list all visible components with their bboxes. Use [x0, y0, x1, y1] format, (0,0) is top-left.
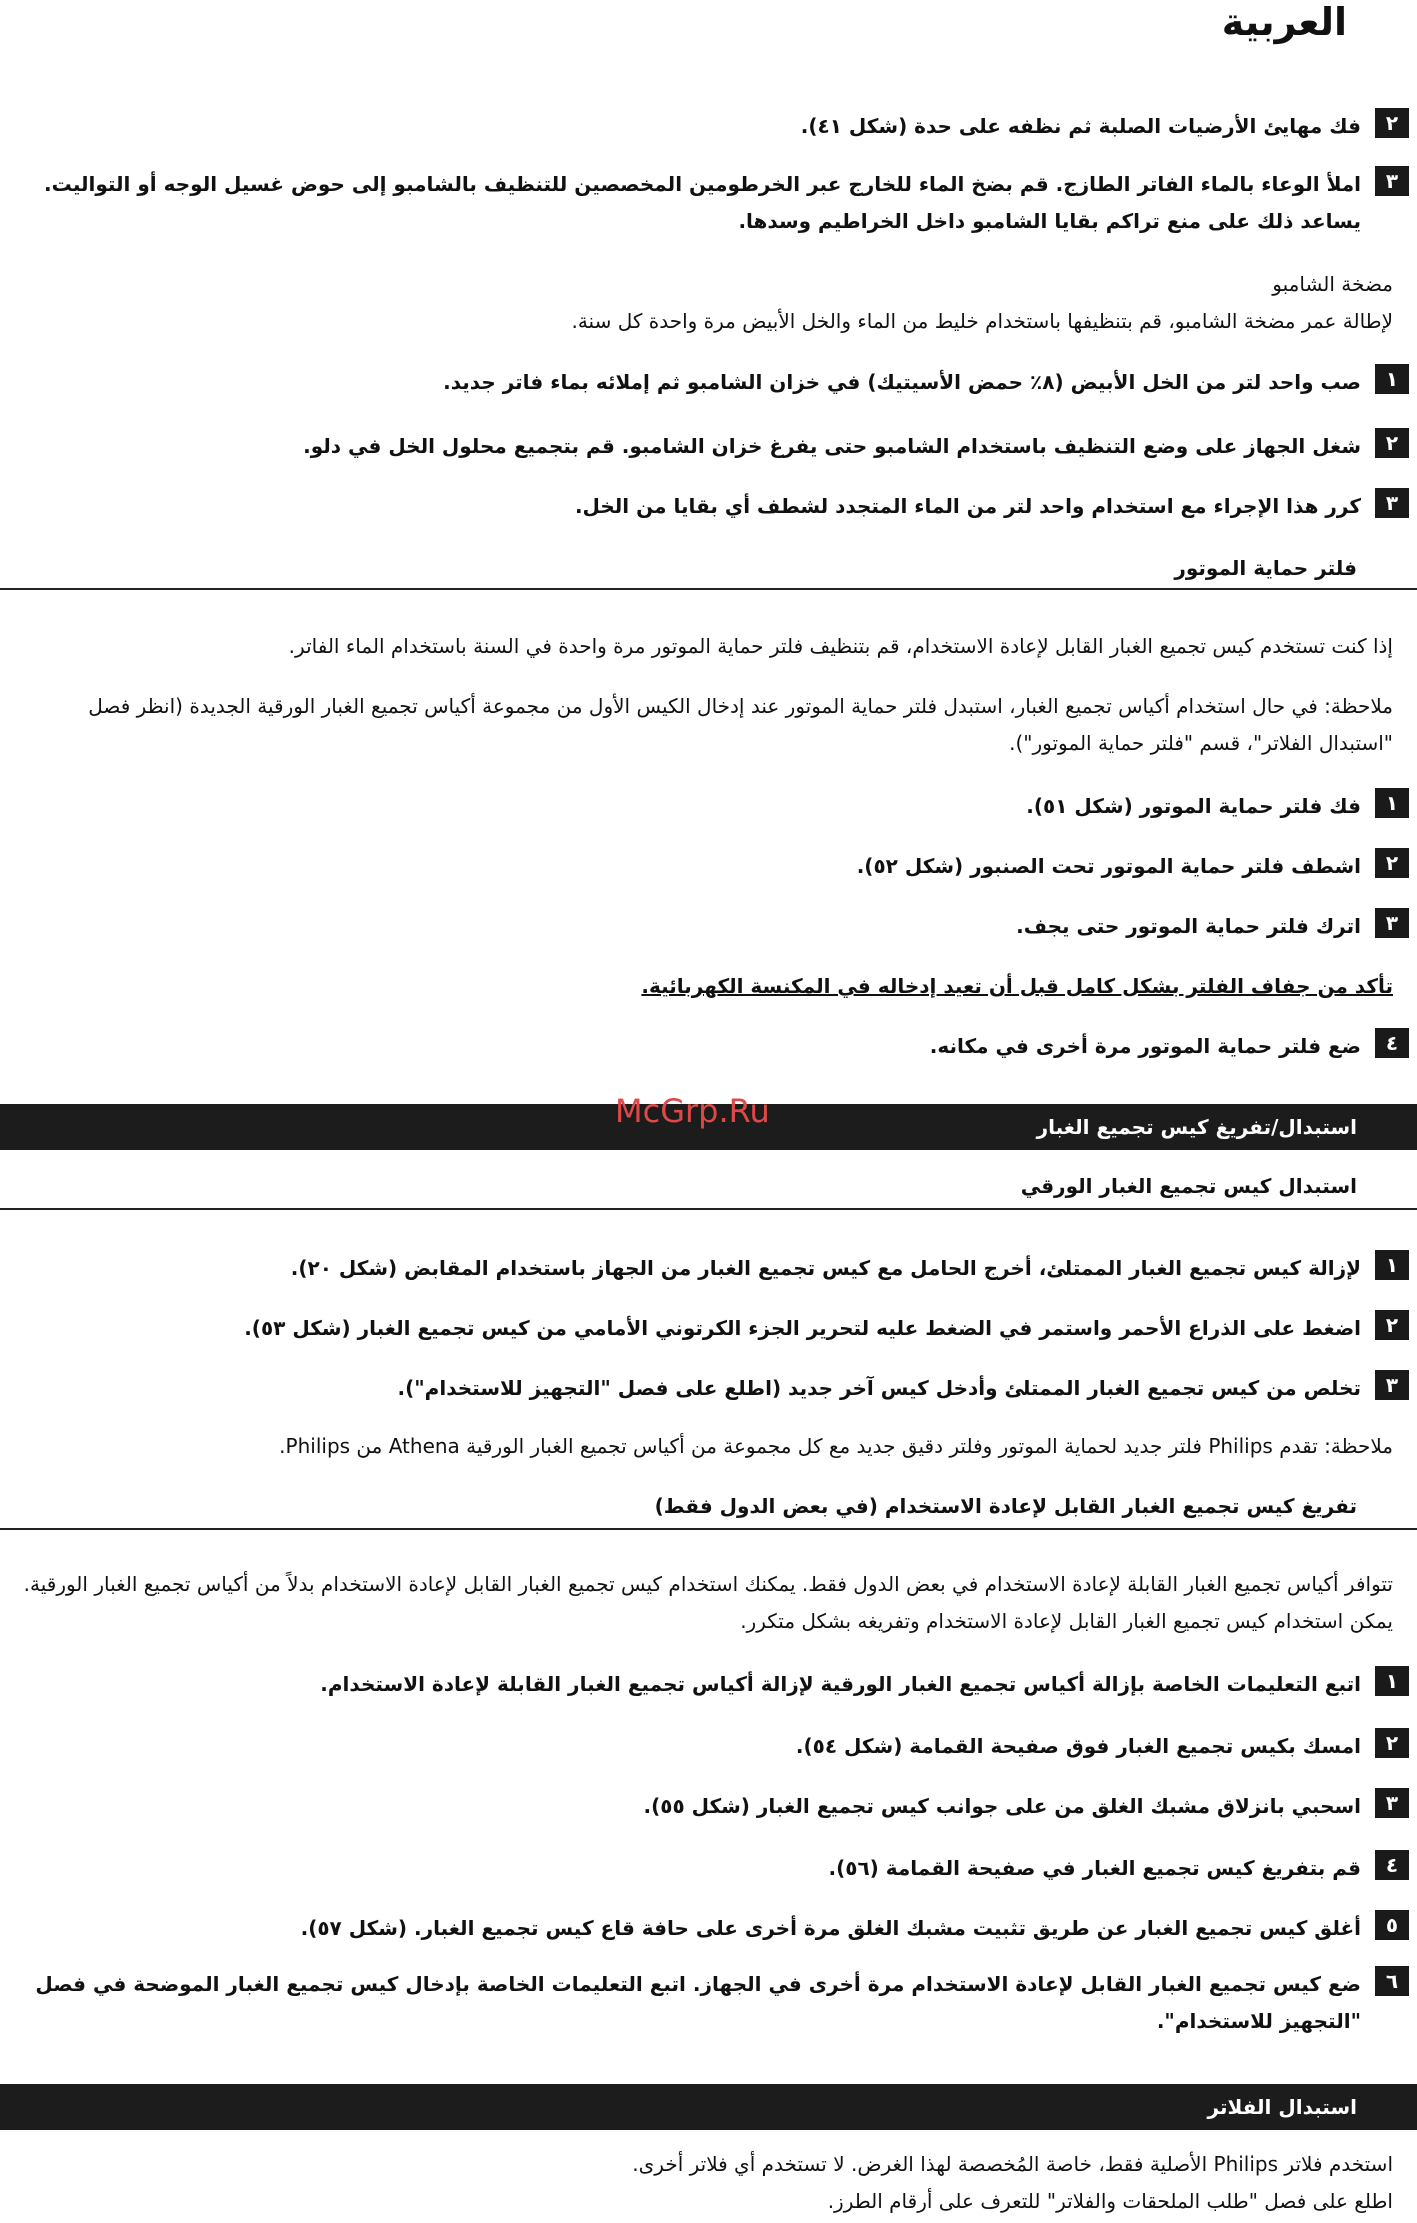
step-text: اسحبي بانزلاق مشبك الغلق من على جوانب كيس تجميع الغبار (شكل ٥٥).: [643, 1794, 1361, 1818]
step-text: لإزالة كيس تجميع الغبار الممتلئ، أخرج الحامل مع كيس تجميع الغبار من الجهاز باستخدام المقابض (شكل ٢٠).: [290, 1256, 1361, 1280]
step-text: اضغط على الذراع الأحمر واستمر في الضغط عليه لتحرير الجزء الكرتوني الأمامي من كيس تجميع الغبار (شكل ٥٣).: [244, 1316, 1361, 1340]
step-c-1: [0, 788, 1417, 825]
step-d-1: [0, 1250, 1417, 1287]
paper-bag-heading: استبدال كيس تجميع الغبار الورقي: [1020, 1174, 1357, 1198]
pump-intro: لإطالة عمر مضخة الشامبو، قم بتنظيفها باستخدام خليط من الماء والخل الأبيض مرة واحدة كل سنة.: [571, 309, 1393, 333]
step-b-2: [0, 428, 1417, 465]
step-e-2: [0, 1728, 1417, 1765]
step-text: صب واحد لتر من الخل الأبيض (٨٪ حمض الأسيتيك) في خزان الشامبو ثم إملائه بماء فاتر جديد.: [443, 370, 1361, 394]
motor-note-row: [0, 688, 1417, 762]
step-text: اشطف فلتر حماية الموتور تحت الصنبور (شكل ٥٢).: [856, 854, 1361, 878]
watermark: McGrp.Ru: [615, 1092, 770, 1130]
motor-filter-heading: فلتر حماية الموتور: [1174, 556, 1357, 580]
step-b-1: [0, 364, 1417, 401]
section-bar-label: استبدال الفلاتر: [1207, 2095, 1357, 2119]
step-number: ٣: [1375, 1370, 1409, 1400]
step-number: ٢: [1375, 428, 1409, 458]
step-text: اترك فلتر حماية الموتور حتى يجف.: [1016, 914, 1361, 938]
step-text: أغلق كيس تجميع الغبار عن طريق تثبيت مشبك الغلق مرة أخرى على حافة قاع كيس تجميع الغبار. (شكل ٥٧).: [300, 1916, 1361, 1940]
step-number: ٣: [1375, 908, 1409, 938]
section-bar-filters: [0, 2084, 1417, 2130]
step-d-2: [0, 1310, 1417, 1347]
step-text: قم بتفريغ كيس تجميع الغبار في صفيحة القمامة (٥٦).: [828, 1856, 1361, 1880]
philips-note: ملاحظة: تقدم Philips فلتر جديد لحماية الموتور وفلتر دقيق جديد مع كل مجموعة من أكياس تجميع الغبار الورقية Athena من Philips.: [279, 1434, 1393, 1458]
reusable-heading: تفريغ كيس تجميع الغبار القابل لإعادة الاستخدام (في بعض الدول فقط): [654, 1494, 1357, 1518]
step-d-3: [0, 1370, 1417, 1407]
reusable-heading-row: [0, 1488, 1417, 1525]
step-number: ٣: [1375, 1788, 1409, 1818]
step-number: ١: [1375, 1666, 1409, 1696]
step-number: ٢: [1375, 108, 1409, 138]
step-number: ٢: [1375, 1728, 1409, 1758]
step-text: تخلص من كيس تجميع الغبار الممتلئ وأدخل كيس آخر جديد (اطلع على فصل "التجهيز للاستخدام").: [397, 1376, 1361, 1400]
step-e-4: [0, 1850, 1417, 1887]
step-number: ٢: [1375, 1310, 1409, 1340]
filters-section: [0, 2146, 1417, 2220]
dry-warning-row: [0, 968, 1417, 1005]
step-number: ١: [1375, 1250, 1409, 1280]
motor-intro-row: [0, 628, 1417, 665]
step-text: امسك بكيس تجميع الغبار فوق صفيحة القمامة (شكل ٥٤).: [795, 1734, 1361, 1758]
filters-para-2: اطلع على فصل "طلب الملحقات والفلاتر" للتعرف على أرقام الطرز.: [827, 2189, 1393, 2213]
pump-heading: مضخة الشامبو: [1272, 272, 1393, 296]
step-e-3: [0, 1788, 1417, 1825]
step-list-a: [0, 108, 1417, 145]
step-list-a-2: [0, 166, 1417, 240]
section-divider: [0, 1528, 1417, 1530]
step-text: كرر هذا الإجراء مع استخدام واحد لتر من الماء المتجدد لشطف أي بقايا من الخل.: [574, 494, 1361, 518]
step-text: فك مهايئ الأرضيات الصلبة ثم نظفه على حدة (شكل ٤١).: [800, 114, 1361, 138]
section-bar-label: استبدال/تفريغ كيس تجميع الغبار: [1036, 1115, 1357, 1139]
step-number: ٤: [1375, 1028, 1409, 1058]
step-text: ضع كيس تجميع الغبار القابل لإعادة الاستخدام مرة أخرى في الجهاز. اتبع التعليمات الخاصة بإدخال كيس تجميع الغبار الموضحة في فصل "التجهيز للاستخدام".: [35, 1972, 1361, 2033]
reusable-intro-row: [0, 1566, 1417, 1640]
motor-note: ملاحظة: في حال استخدام أكياس تجميع الغبار، استبدل فلتر حماية الموتور عند إدخال الكيس الأول من مجموعة أكياس تجميع الغبار الورقية الجديدة (انظر فصل "استبدال الفلاتر"، قسم "فلتر حماية الموتور").: [88, 694, 1393, 755]
step-e-5: [0, 1910, 1417, 1947]
step-number: ٣: [1375, 166, 1409, 196]
motor-intro: إذا كنت تستخدم كيس تجميع الغبار القابل لإعادة الاستخدام، قم بتنظيف فلتر حماية الموتور مرة واحدة في السنة باستخدام الماء الفاتر.: [288, 634, 1393, 658]
step-text: املأ الوعاء بالماء الفاتر الطازج. قم بضخ الماء للخارج عبر الخرطومين المخصصين للتنظيف بالشامبو إلى حوض غسيل الوجه أو التواليت. يساعد ذلك على منع تراكم بقايا الشامبو داخل الخراطيم وسدها.: [44, 172, 1361, 233]
step-number: ٢: [1375, 848, 1409, 878]
step-number: ١: [1375, 788, 1409, 818]
step-number: ٥: [1375, 1910, 1409, 1940]
page-title: العربية: [1221, 0, 1347, 44]
step-c-2: [0, 848, 1417, 885]
step-text: اتبع التعليمات الخاصة بإزالة أكياس تجميع الغبار الورقية لإزالة أكياس تجميع الغبار القابلة لإعادة الاستخدام.: [320, 1672, 1361, 1696]
step-number: ٦: [1375, 1966, 1409, 1996]
filters-para-1: استخدم فلاتر Philips الأصلية فقط، خاصة المُخصصة لهذا الغرض. لا تستخدم أي فلاتر أخرى.: [632, 2152, 1393, 2176]
paper-bag-heading-row: [0, 1168, 1417, 1205]
step-number: ٤: [1375, 1850, 1409, 1880]
step-text: ضع فلتر حماية الموتور مرة أخرى في مكانه.: [929, 1034, 1361, 1058]
step-text: شغل الجهاز على وضع التنظيف باستخدام الشامبو حتى يفرغ خزان الشامبو. قم بتجميع محلول الخل في دلو.: [303, 434, 1361, 458]
step-item: [0, 166, 1417, 240]
motor-filter-heading-row: [0, 550, 1417, 587]
step-item: [0, 108, 1417, 145]
section-divider: [0, 588, 1417, 590]
step-number: ٣: [1375, 488, 1409, 518]
section-divider: [0, 1208, 1417, 1210]
step-e-6: [0, 1966, 1417, 2040]
pump-section: [0, 266, 1417, 340]
step-e-1: [0, 1666, 1417, 1703]
step-c-4: [0, 1028, 1417, 1065]
step-number: ١: [1375, 364, 1409, 394]
dry-warning: تأكد من جفاف الفلتر بشكل كامل قبل أن تعيد إدخاله في المكنسة الكهربائية.: [641, 974, 1393, 998]
step-b-3: [0, 488, 1417, 525]
step-c-3: [0, 908, 1417, 945]
reusable-intro: تتوافر أكياس تجميع الغبار القابلة لإعادة الاستخدام في بعض الدول فقط. يمكنك استخدام كيس تجميع الغبار القابل لإعادة الاستخدام بدلاً من أكياس تجميع الغبار الورقية. يمكن استخدام كيس تجميع الغبار القابل لإعادة الاستخدام وتفريغه بشكل متكرر.: [23, 1572, 1393, 1633]
philips-note-row: [0, 1428, 1417, 1465]
step-text: فك فلتر حماية الموتور (شكل ٥١).: [1026, 794, 1361, 818]
